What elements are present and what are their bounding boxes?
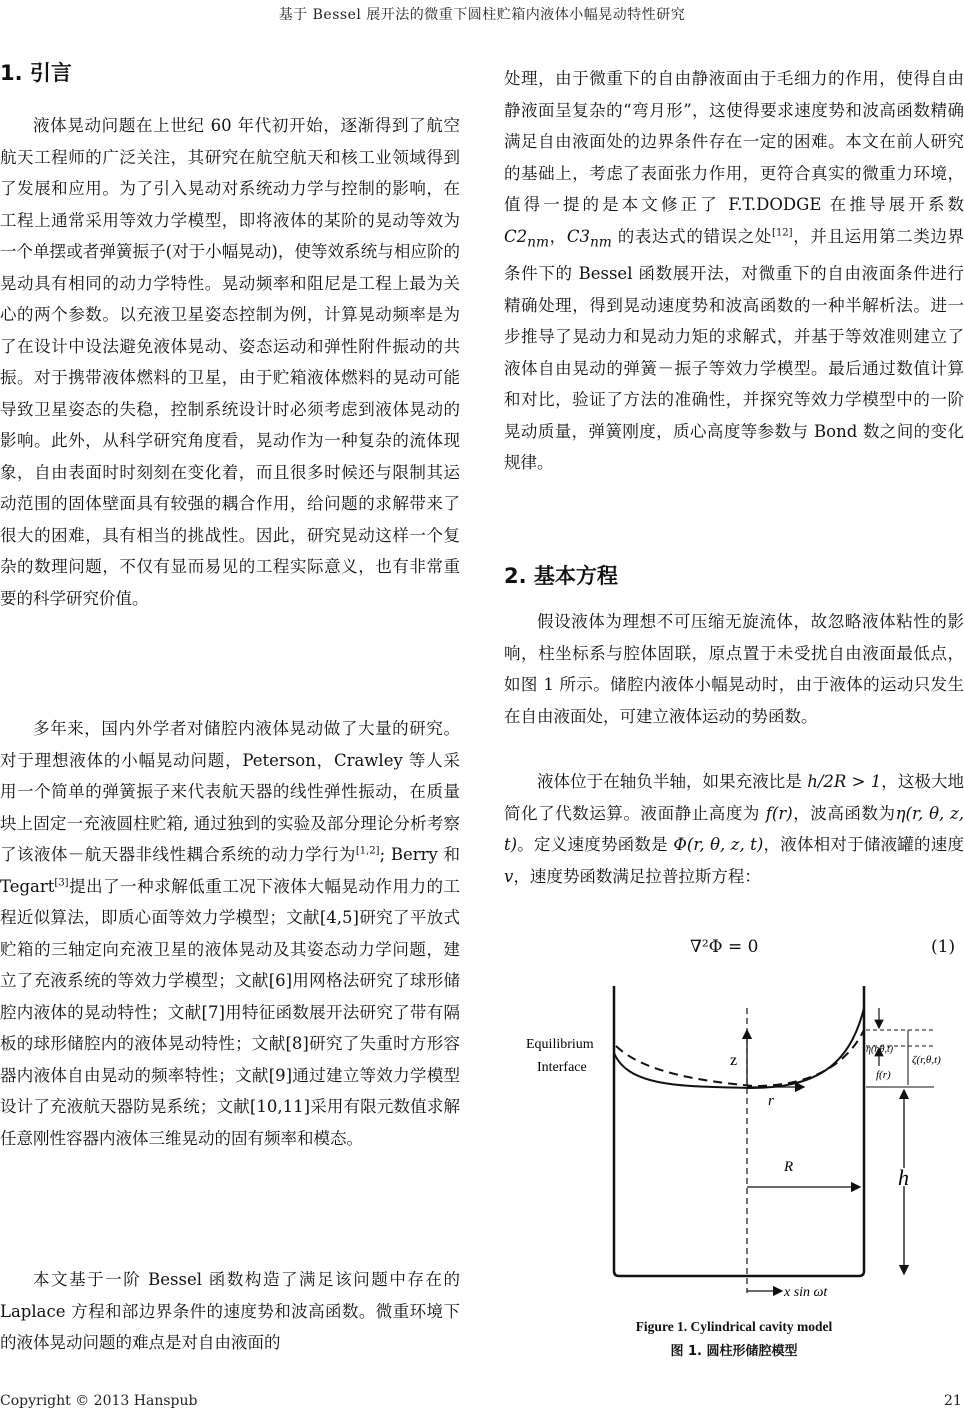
equilibrium-interface-curve [614,1008,864,1088]
section-1-title: 1. 引言 [0,61,72,85]
figure-caption-en: Figure 1. Cylindrical cavity model [635,1319,833,1334]
zeta-label: ζ(r,θ,t) [912,1054,941,1066]
running-head: 基于 Bessel 展开法的微重下圆柱贮箱内液体小幅晃动特性研究 [278,7,686,23]
r-label: r [768,1093,774,1109]
intro-paragraph-2: 多年来，国内外学者对储腔内液体晃动做了大量的研究。对于理想液体的小幅晃动问题，Peterson，Crawley 等人采用一个简单的弹簧振子来代表航天器的线性弹性振动，在质量块上固定一充液圆柱贮箱, 通过独到的实验及部分理论分析考察了该液体－航天器非线性耦合系统的动力学行为[1,2]; Berry 和 Tegart[3]提出了一种求解低重工况下液体大幅晃动作用力的工程近似算法，即质心面等效力学模型；文献[4,5]研究了平放式贮箱的三轴定向充液卫星的液体晃动及其姿态动力学问题，建立了充液系统的等效力学模型；文献[6]用网格法研究了球形储腔内液体的晃动特性；文献[7]用特征函数展开法研究了带有隔板的球形储腔内的液体晃动特性；文献[8]研究了失重时方形容器内液体自由晃动的频率特性；文献[9]通过建立等效力学模型设计了充液航天器防晃系统；文献[10,11]采用有限元数值求解任意刚性容器内液体三维晃动的固有频率和模态。 [0,719,461,1148]
citation: [3] [54,877,69,888]
cylindrical-cavity-figure [504,968,964,1313]
intro-paragraph-3: 本文基于一阶 Bessel 函数构造了满足该问题中存在的 Laplace 方程和部边界条件的速度势和波高函数。微重环境下的液体晃动问题的难点是对自由液面的 [0,1270,460,1352]
interface-label: Interface [537,1060,587,1075]
basic-eq-paragraph-2: 液体位于在轴负半轴，如果充液比是 h/2R > 1，这极大地简化了代数运算。液面静止高度为 f(r)，波高函数为η(r, θ, z, t)。定义速度势函数是 Φ(r, θ, z, t)，液体相对于储液罐的速度 v，速度势函数满足拉普拉斯方程： [504,772,964,886]
basic-eq-paragraph-1: 假设液体为理想不可压缩无旋流体，故忽略液体粘性的影响，柱坐标系与腔体固联，原点置于未受扰自由液面最低点，如图 1 所示。储腔内液体小幅晃动时，由于液体的运动只发生在自由液面处，可建立液体运动的势函数。 [504,612,964,726]
citation: [1,2] [355,845,380,857]
equilibrium-label: Equilibrium [526,1037,594,1052]
h-label: h [898,1165,909,1190]
eta-label: η(r,θ,t) [866,1044,894,1055]
intro-paragraph-3-cont: 处理，由于微重下的自由静液面由于毛细力的作用，使得自由静液面呈复杂的“弯月形”，这使得要求速度势和波高函数精确满足自由液面处的边界条件存在一定的困难。本文在前人研究的基础上，考虑了表面张力作用，更符合真实的微重力环境，值得一提的是本文修正了 F.T.DODGE 在推导展开系数 $C2_{nm}$，$C3_{nm}$ 的表达式的错误之处[12]，并且运用第二类边界条件下的 Bessel 函数展开法，对微重下的自由液面条件进行精确处理，得到晃动速度势和波高函数的一种半解析法。进一步推导了晃动力和晃动力矩的求解式，并基于等效准则建立了液体自由晃动的弹簧－振子等效力学模型。最后通过数值计算和对比，验证了方法的准确性，并探究等效力学模型中的一阶晃动质量，弹簧刚度，质心高度等参数与 Bond 数之间的变化规律。 [504,69,964,473]
copyright: Copyright © 2013 Hanspub [0,1393,198,1409]
figure-caption-cn: 图 1. 圆柱形储腔模型 [670,1344,798,1359]
R-label: R [784,1159,794,1175]
z-label: z [730,1052,738,1069]
citation: [12] [772,227,793,238]
container-outline [614,986,864,1276]
page-number: 21 [944,1393,962,1409]
equation-1: ∇²Φ = 0 [690,937,759,957]
section-2-title: 2. 基本方程 [504,564,618,588]
equation-1-number: (1) [931,937,956,957]
disturbed-surface-curve [616,1030,864,1086]
f-label: f(r) [876,1069,891,1081]
excitation-label: x sin ωt [784,1285,828,1300]
intro-paragraph-1: 液体晃动问题在上世纪 60 年代初开始，逐渐得到了航空航天工程师的广泛关注，其研究在航空航天和核工业领域得到了发展和应用。为了引入晃动对系统动力学与控制的影响，在工程上通常采用等效力学模型，即将液体的某阶的晃动等效为一个单摆或者弹簧振子(对于小幅晃动)，使等效系统与相应阶的晃动具有相同的动力学特性。晃动频率和阻尼是工程上最为关心的两个参数。以充液卫星姿态控制为例，计算晃动频率是为了在设计中设法避免液体晃动、姿态运动和弹性附件振动的共振。对于携带液体燃料的卫星，由于贮箱液体燃料的晃动可能导致卫星姿态的失稳，控制系统设计时必须考虑到液体晃动的影响。此外，从科学研究角度看，晃动作为一种复杂的流体现象，自由表面时时刻刻在变化着，而且很多时候还与限制其运动范围的固体壁面具有较强的耦合作用，给问题的求解带来了很大的困难，具有相当的挑战性。因此，研究晃动这样一个复杂的数理问题，不仅有显而易见的工程实际意义，也有非常重要的科学研究价值。 [0,116,460,608]
